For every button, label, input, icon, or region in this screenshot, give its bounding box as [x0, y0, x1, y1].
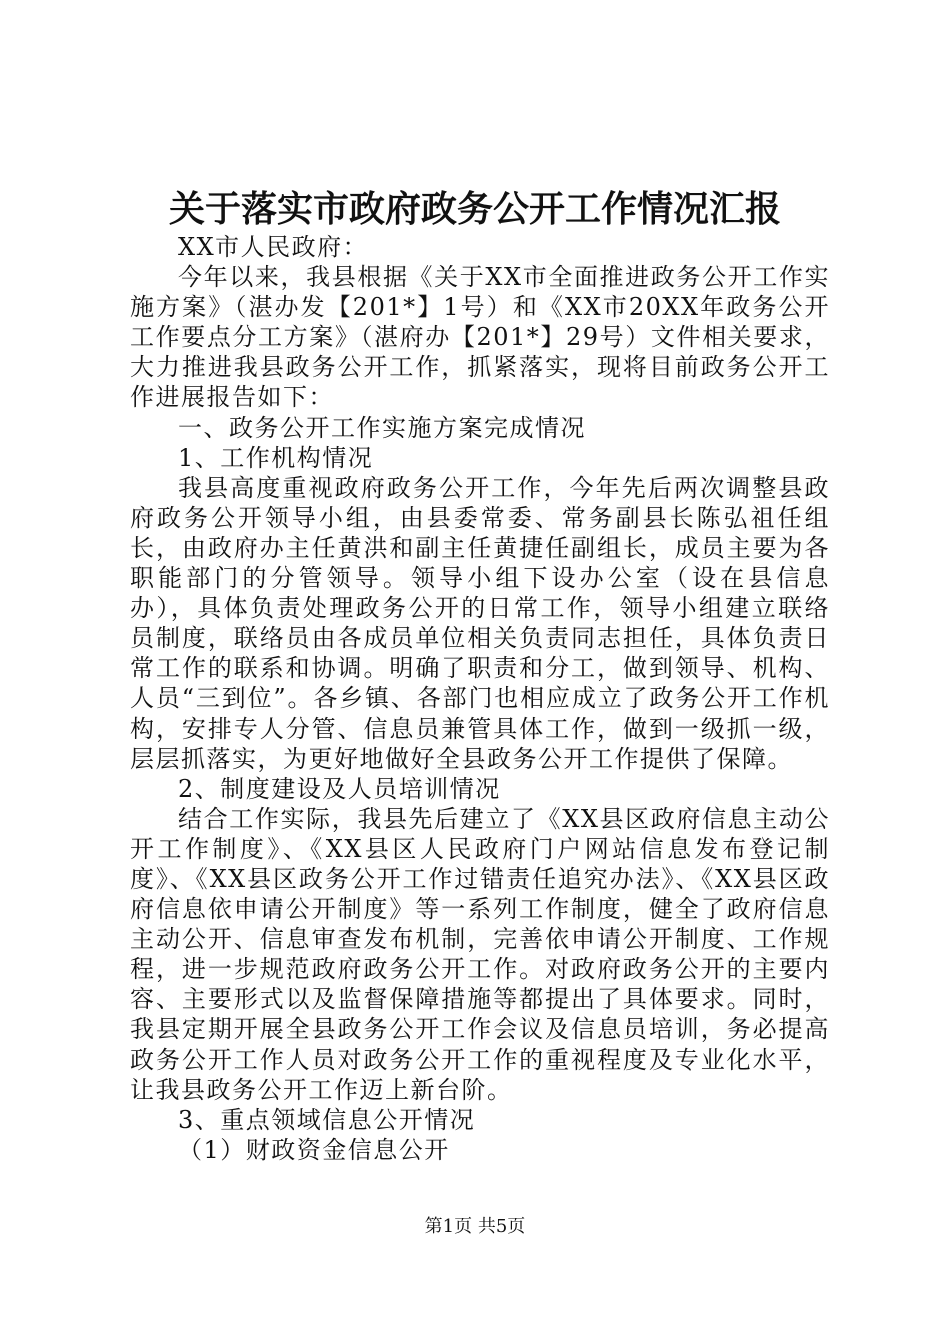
subsection-heading-1: 1、工作机构情况: [178, 443, 374, 472]
section-heading-1: 一、政务公开工作实施方案完成情况: [178, 413, 586, 442]
intro-paragraph: 今年以来，我县根据《关于XX市全面推进政务公开工作实施方案》（湛办发【201*】1号）和《XX市20XX年政务公开工作要点分工方案》（湛府办【201*】29号）文件相关要求，大力推进我县政务公开工作，抓紧落实，现将目前政务公开工作进展报告如下：: [130, 263, 830, 412]
body-paragraph-organization: 我县高度重视政府政务公开工作，今年先后两次调整县政府政务公开领导小组，由县委常委、常务副县长陈弘祖任组长，由政府办主任黄洪和副主任黄捷任副组长，成员主要为各职能部门的分管领导。领导小组下设办公室（设在县信息办），具体负责处理政务公开的日常工作，领导小组建立联络员制度，联络员由各成员单位相关负责同志担任，具体负责日常工作的联系和协调。明确了职责和分工，做到领导、机构、人员“三到位”。各乡镇、各部门也相应成立了政务公开工作机构，安排专人分管、信息员兼管具体工作，做到一级抓一级，层层抓落实，为更好地做好全县政务公开工作提供了保障。: [130, 473, 830, 773]
body-paragraph-system: 结合工作实际，我县先后建立了《XX县区政府信息主动公开工作制度》、《XX县区人民政府门户网站信息发布登记制度》、《XX县区政务公开工作过错责任追究办法》、《XX县区政府信息依申请公开制度》等一系列工作制度，健全了政府信息主动公开、信息审查发布机制，完善依申请公开制度、工作规程，进一步规范政府政务公开工作。对政府政务公开的主要内容、主要形式以及监督保障措施等都提出了具体要求。同时，我县定期开展全县政务公开工作会议及信息员培训，务必提高政务公开工作人员对政务公开工作的重视程度及专业化水平，让我县政务公开工作迈上新台阶。: [130, 804, 830, 1104]
subsection-heading-3: 3、重点领域信息公开情况: [178, 1105, 476, 1134]
document-title: 关于落实市政府政务公开工作情况汇报: [168, 188, 781, 230]
subsection-heading-2: 2、制度建设及人员培训情况: [178, 774, 501, 803]
salutation: XX市人民政府：: [178, 233, 369, 261]
document-body: [130, 232, 830, 1165]
item-heading-1: （1）财政资金信息公开: [178, 1135, 450, 1164]
page-footer: 第1页 共5页: [424, 1216, 526, 1237]
